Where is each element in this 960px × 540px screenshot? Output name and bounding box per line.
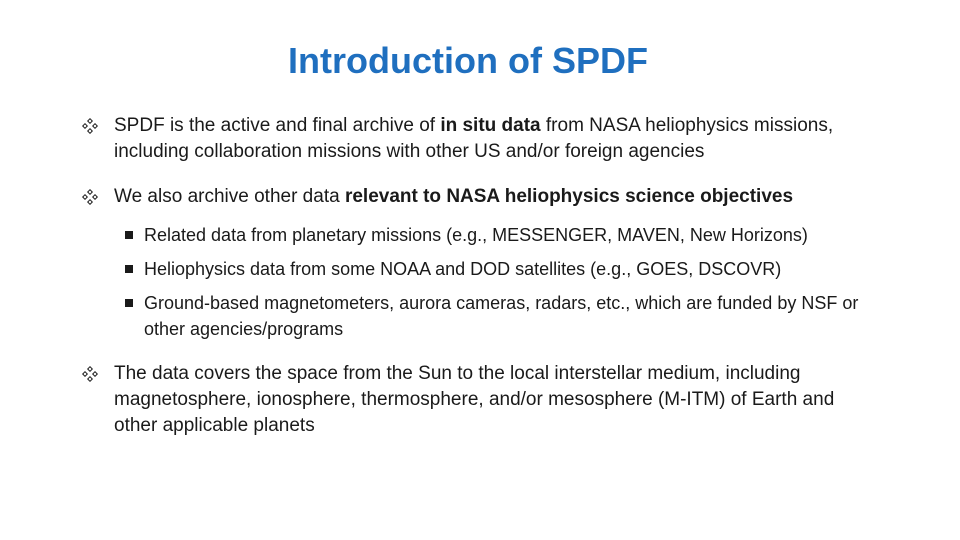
bullet-text-bold: in situ data (440, 115, 541, 136)
bullet-item (82, 113, 882, 165)
bullet-text-pre: SPDF is the active and final archive of (114, 115, 441, 136)
sub-bullet-list (114, 222, 882, 342)
bullet-text-post: from NASA heliophysics missions, including collaboration missions with other US and/or foreign agencies (114, 115, 834, 162)
square-bullet-icon (125, 265, 133, 273)
four-diamond-bullet-icon (82, 118, 98, 134)
bullet-text-pre: We also archive other data (114, 186, 345, 207)
four-diamond-bullet-icon (82, 366, 98, 382)
sub-bullet-text: Related data from planetary missions (e.g., MESSENGER, MAVEN, New Horizons) (144, 225, 808, 245)
bullet-text-bold: relevant to NASA heliophysics science objectives (344, 186, 794, 207)
square-bullet-icon (125, 299, 133, 307)
sub-bullet-item (114, 290, 882, 342)
bullet-text-pre: The data covers the space from the Sun to the local interstellar medium, including magnetosphere, ionosphere, thermosphere, and/or mesosphere (M-ITM) of Earth and other applicable planets (114, 363, 835, 436)
bullet-item (82, 184, 882, 342)
four-diamond-bullet-icon (82, 189, 98, 205)
bullet-item (82, 361, 882, 439)
sub-bullet-item (114, 222, 882, 248)
slide-title: Introduction of SPDF (288, 40, 648, 81)
sub-bullet-text: Heliophysics data from some NOAA and DOD satellites (e.g., GOES, DSCOVR) (144, 259, 782, 279)
sub-bullet-item (114, 256, 882, 282)
bullet-list (82, 113, 882, 458)
square-bullet-icon (125, 231, 133, 239)
sub-bullet-text: Ground-based magnetometers, aurora cameras, radars, etc., which are funded by NSF or other agencies/programs (144, 293, 859, 339)
